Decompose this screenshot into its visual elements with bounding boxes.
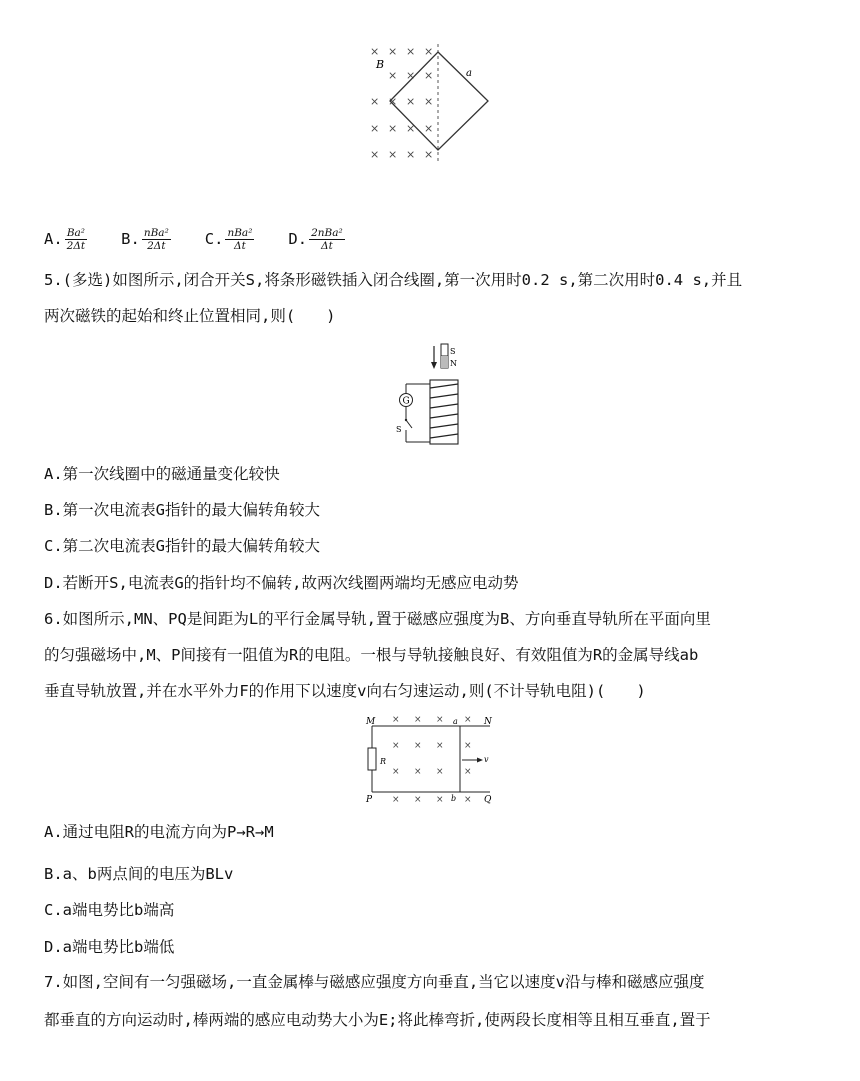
svg-text:×: × xyxy=(392,795,400,804)
q4-option-c[interactable]: C. $\frac{\text{nBa²}}{\Delta t}$ xyxy=(204,226,253,252)
label-R: R xyxy=(380,757,387,766)
q7-stem-line2: 都垂直的方向运动时,棒两端的感应电动势大小为E;将此棒弯折,使两段长度相等且相互垂直,置于 xyxy=(44,1011,711,1029)
svg-text:×: × xyxy=(414,715,422,725)
svg-text:×: × xyxy=(464,795,472,804)
svg-text:×: × xyxy=(406,45,416,58)
svg-text:×: × xyxy=(370,148,380,161)
q5-option-a[interactable]: A.第一次线圈中的磁通量变化较快 xyxy=(44,465,280,483)
svg-text:×: × xyxy=(436,795,444,804)
magnet-s-pole: S xyxy=(450,347,456,356)
q6-option-d[interactable]: D.a端电势比b端低 xyxy=(44,938,175,956)
q5-option-c[interactable]: C.第二次电流表G指针的最大偏转角较大 xyxy=(44,537,320,555)
label-b: b xyxy=(451,794,457,803)
figure-coil-magnet xyxy=(390,340,470,450)
label-v: v xyxy=(484,755,489,764)
q5-option-b[interactable]: B.第一次电流表G指针的最大偏转角较大 xyxy=(44,501,320,519)
svg-text:×: × xyxy=(392,741,400,751)
q4-option-b[interactable]: B. $\frac{\text{nBa²}}{2\Delta t}$ xyxy=(121,226,169,252)
svg-text:×: × xyxy=(436,741,444,751)
magnet-n-pole: N xyxy=(450,359,457,368)
q6-stem-line3: 垂直导轨放置,并在水平外力F的作用下以速度v向右匀速运动,则(不计导轨电阻)( ) xyxy=(44,682,646,700)
q6-option-b[interactable]: B.a、b两点间的电压为BLv xyxy=(44,865,234,883)
svg-text:×: × xyxy=(424,148,434,161)
field-cross: × xyxy=(370,45,380,58)
figure-rails-rod xyxy=(362,712,498,804)
q5-stem-line2: 两次磁铁的起始和终止位置相同,则( ) xyxy=(44,307,336,325)
svg-text:×: × xyxy=(388,45,398,58)
q7-stem-line1: 7.如图,空间有一匀强磁场,一直金属棒与磁感应强度方向垂直,当它以速度v沿与棒和磁感应强度 xyxy=(44,973,705,991)
svg-text:×: × xyxy=(436,715,444,725)
svg-text:×: × xyxy=(436,767,444,777)
svg-text:×: × xyxy=(464,741,472,751)
svg-text:×: × xyxy=(388,148,398,161)
q6-option-a[interactable]: A.通过电阻R的电流方向为P→R→M xyxy=(44,823,274,841)
switch xyxy=(406,420,412,428)
svg-text:×: × xyxy=(388,95,398,108)
label-Q: Q xyxy=(484,795,492,804)
svg-text:×: × xyxy=(424,95,434,108)
svg-text:×: × xyxy=(424,69,434,82)
q6-option-c[interactable]: C.a端电势比b端高 xyxy=(44,901,175,919)
label-B: B xyxy=(376,58,385,71)
svg-text:×: × xyxy=(388,122,398,135)
galvanometer-label: G xyxy=(402,396,410,407)
svg-text:×: × xyxy=(406,122,416,135)
svg-text:×: × xyxy=(392,715,400,725)
svg-text:×: × xyxy=(392,767,400,777)
svg-text:×: × xyxy=(406,69,416,82)
label-a: a xyxy=(466,68,472,79)
svg-text:×: × xyxy=(406,148,416,161)
q4-options xyxy=(44,222,379,256)
svg-text:×: × xyxy=(370,95,380,108)
figure-magnetic-square-loop xyxy=(360,40,500,165)
svg-text:×: × xyxy=(464,715,472,725)
svg-text:×: × xyxy=(414,741,422,751)
resistor-r xyxy=(368,748,376,770)
q4-option-d[interactable]: D. $\frac{\text{2nBa²}}{\Delta t}$ xyxy=(288,226,343,252)
q4-option-a[interactable]: A. $\frac{\text{Ba²}}{2\Delta t}$ xyxy=(44,226,86,252)
svg-text:×: × xyxy=(414,795,422,804)
svg-text:×: × xyxy=(464,767,472,777)
svg-text:×: × xyxy=(388,69,398,82)
svg-text:×: × xyxy=(370,122,380,135)
label-N: N xyxy=(484,717,492,727)
square-loop xyxy=(390,52,488,150)
svg-text:×: × xyxy=(424,122,434,135)
label-P: P xyxy=(366,795,373,804)
q6-stem-line2: 的匀强磁场中,M、P间接有一阻值为R的电阻。一根与导轨接触良好、有效阻值为R的金属导线ab xyxy=(44,646,699,664)
q5-stem-line1: 5.(多选)如图所示,闭合开关S,将条形磁铁插入闭合线圈,第一次用时0.2 s,第二次用时0.4 s,并且 xyxy=(44,271,743,289)
svg-text:×: × xyxy=(414,767,422,777)
label-a: a xyxy=(453,717,458,726)
q6-stem-line1: 6.如图所示,MN、PQ是间距为L的平行金属导轨,置于磁感应强度为B、方向垂直导轨所在平面向里 xyxy=(44,610,711,628)
label-M: M xyxy=(366,717,376,727)
svg-text:×: × xyxy=(424,45,434,58)
q5-option-d[interactable]: D.若断开S,电流表G的指针均不偏转,故两次线圈两端均无感应电动势 xyxy=(44,574,519,592)
switch-label: S xyxy=(396,425,402,434)
svg-text:×: × xyxy=(406,95,416,108)
